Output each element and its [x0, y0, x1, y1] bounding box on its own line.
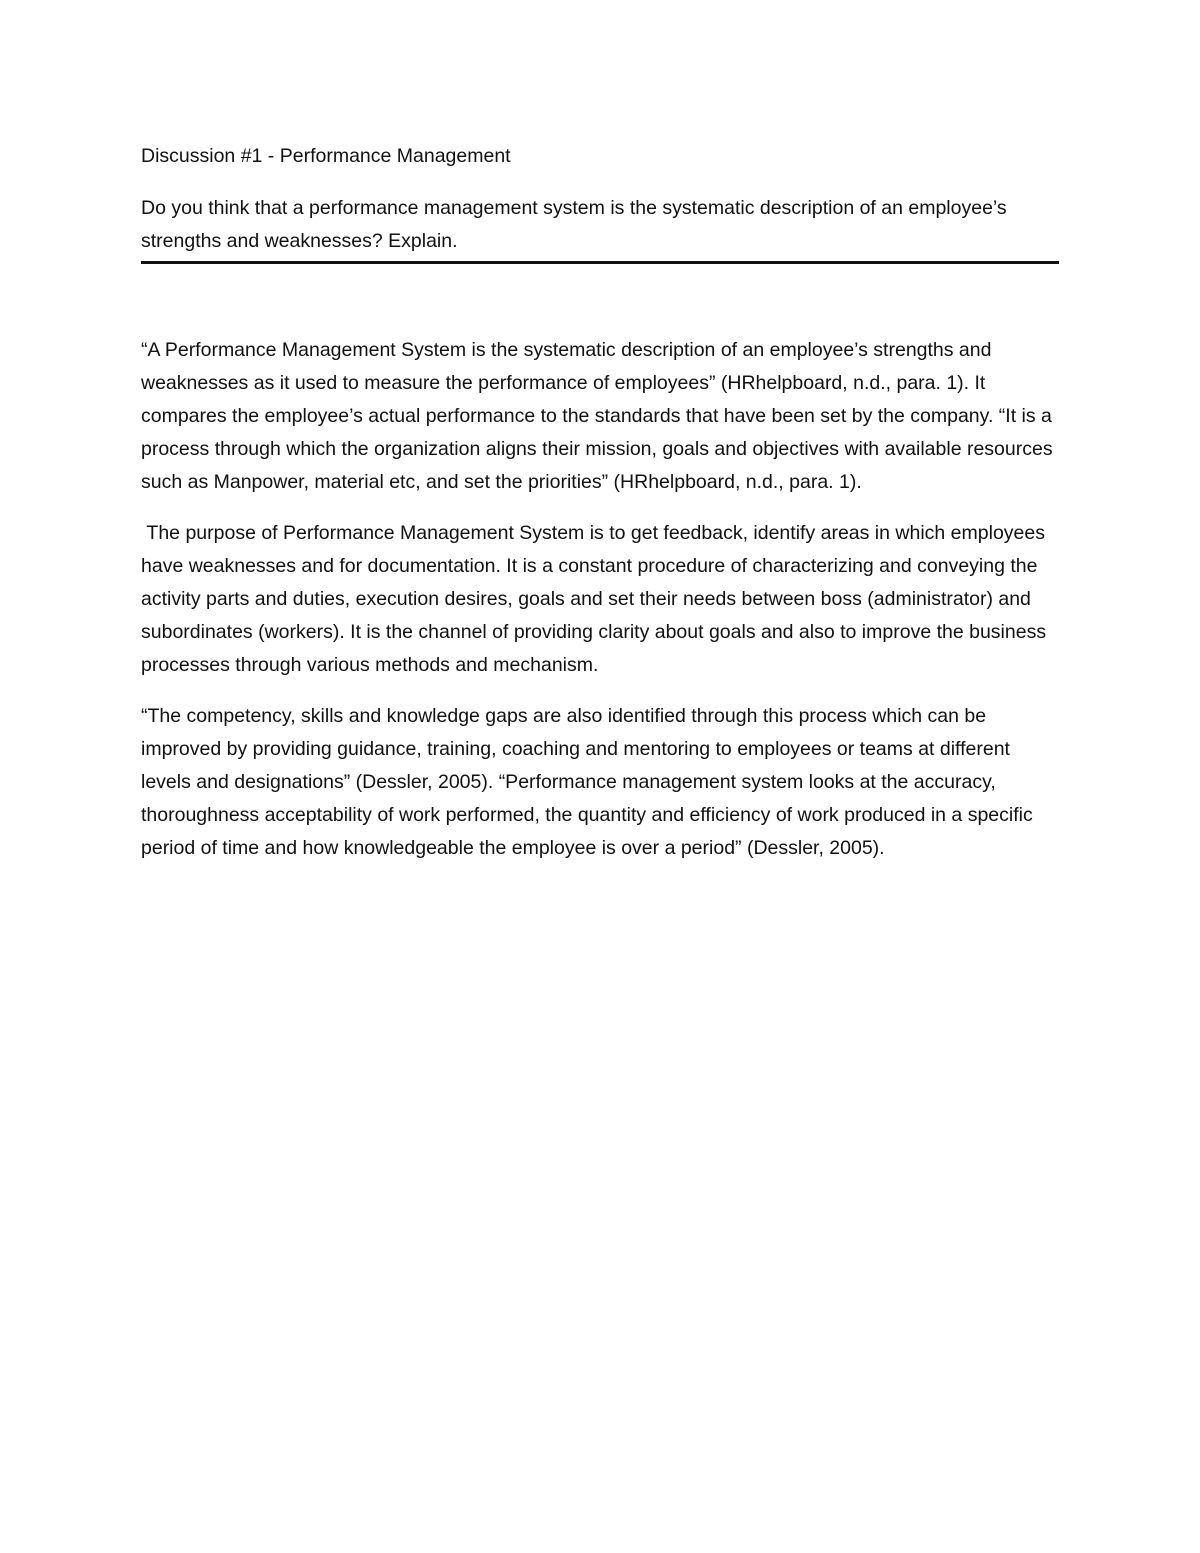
paragraph-purpose: The purpose of Performance Management System is to get feedback, identify areas in which employees have weaknesses and for documentation. It is a constant procedure of characterizing and conveying the activity parts and duties, execution desires, goals and set their needs between boss (administrator) and subordinates (workers). It is the channel of providing clarity about goals and also to improve the business processes through various methods and mechanism. — [141, 522, 1052, 676]
section-gap — [141, 264, 1059, 334]
paragraph-definition: “A Performance Management System is the systematic description of an employee’s strengths and weaknesses as it used to measure the performance of employees” (HRhelpboard, n.d., para. 1). It compares the employee’s actual performance to the standards that have been set by the company. “It is a process through which the organization aligns their mission, goals and objectives with available resources such as Manpower, material etc, and set the priorities” (HRhelpboard, n.d., para. 1). — [141, 339, 1058, 493]
document-body — [141, 140, 1059, 883]
paragraph-competency: “The competency, skills and knowledge gaps are also identified through this process which can be improved by providing guidance, training, coaching and mentoring to employees or teams at different levels and designations” (Dessler, 2005). “Performance management system looks at the accuracy, thoroughness acceptability of work performed, the quantity and efficiency of work produced in a specific period of time and how knowledgeable the employee is over a period” (Dessler, 2005). — [141, 705, 1039, 859]
document-title: Discussion #1 - Performance Management — [141, 145, 511, 167]
discussion-question: Do you think that a performance management system is the systematic description of an employee’s strengths and weaknesses? Explain. — [141, 192, 1059, 264]
